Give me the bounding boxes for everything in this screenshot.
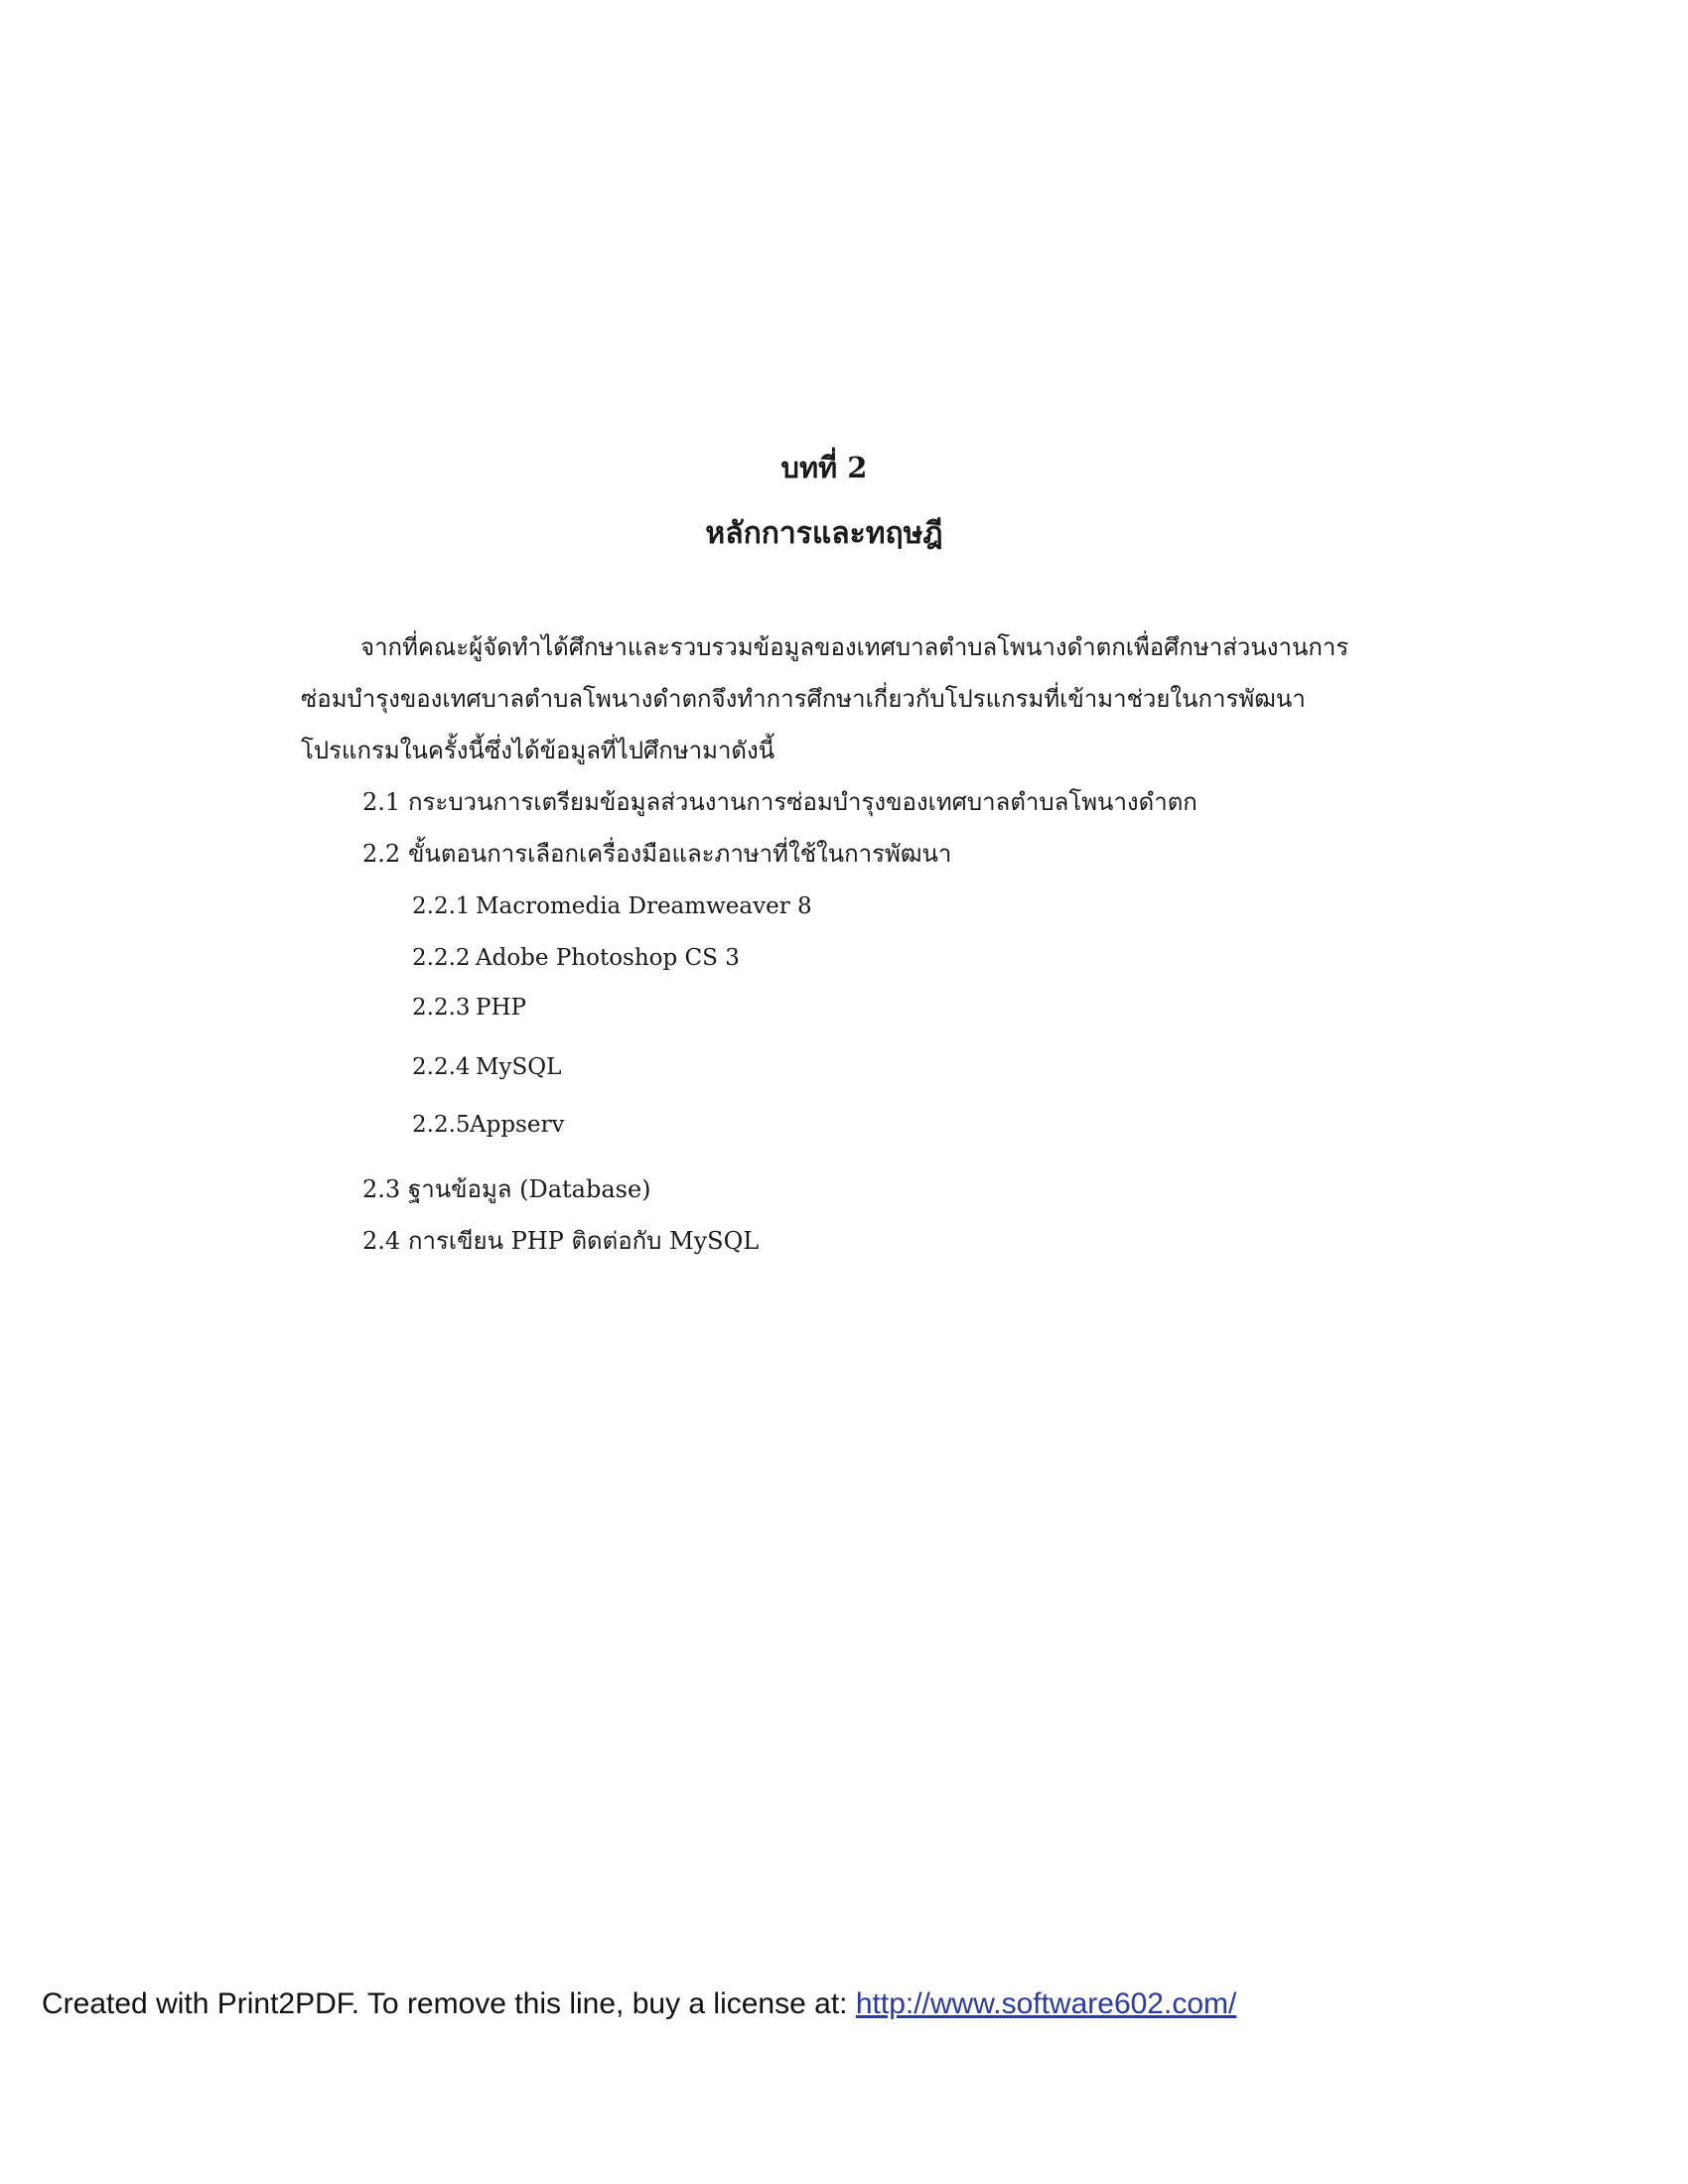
toc-number: 2.2.1 [412,893,471,919]
print2pdf-footer [42,1987,1236,2021]
toc-item-2-2-3 [412,995,526,1021]
toc-number: 2.2.2 [412,945,471,971]
toc-item-2-1 [362,782,1197,821]
toc-number: 2.4 [362,1227,401,1255]
footer-text: Created with Print2PDF. To remove this line, buy a license at: [42,1987,856,2020]
toc-text: กระบวนการเตรียมข้อมูลส่วนงานการซ่อมบำรุงของเทศบาลตำบลโพนางดำตก [408,788,1197,816]
toc-number: 2.2.4 [412,1054,471,1080]
toc-text: ฐานข้อมูล (Database) [408,1175,651,1203]
toc-text: Macromedia Dreamweaver 8 [476,893,812,919]
toc-text: MySQL [476,1054,562,1080]
toc-item-2-2-5 [412,1112,564,1138]
toc-number: 2.2 [362,840,401,868]
toc-number: 2.2.3 [412,995,471,1021]
toc-item-2-2-2 [412,945,740,971]
toc-item-2-2-1 [412,893,812,919]
toc-text: ขั้นตอนการเลือกเครื่องมือและภาษาที่ใช้ในการพัฒนา [408,840,952,868]
toc-text: Appserv [470,1112,565,1138]
intro-line-1: จากที่คณะผู้จัดทำได้ศึกษาและรวบรวมข้อมูลของเทศบาลตำบลโพนางดำตกเพื่อศึกษาส่วนงานการ [360,633,1349,661]
toc-item-2-2 [362,834,951,873]
intro-line-3: โปรแกรมในครั้งนี้ซึ่งได้ข้อมูลที่ไปศึกษามาดังนี้ [301,737,775,764]
toc-text: การเขียน PHP ติดต่อกับ MySQL [408,1227,760,1255]
toc-text: PHP [476,995,527,1021]
intro-line-2: ซ่อมบำรุงของเทศบาลตำบลโพนางดำตกจึงทำการศึกษาเกี่ยวกับโปรแกรมที่เข้ามาช่วยในการพัฒนา [301,685,1306,713]
chapter-title: หลักการและทฤษฎี [705,516,943,551]
license-link[interactable]: http://www.software602.com/ [855,1987,1237,2020]
toc-item-2-3 [362,1169,651,1208]
toc-text: Adobe Photoshop CS 3 [476,945,740,971]
toc-item-2-4 [362,1221,759,1260]
toc-number: 2.2.5 [412,1112,471,1138]
chapter-number: บทที่ 2 [780,451,868,484]
toc-number: 2.1 [362,788,401,816]
toc-number: 2.3 [362,1175,401,1203]
toc-item-2-2-4 [412,1054,561,1080]
